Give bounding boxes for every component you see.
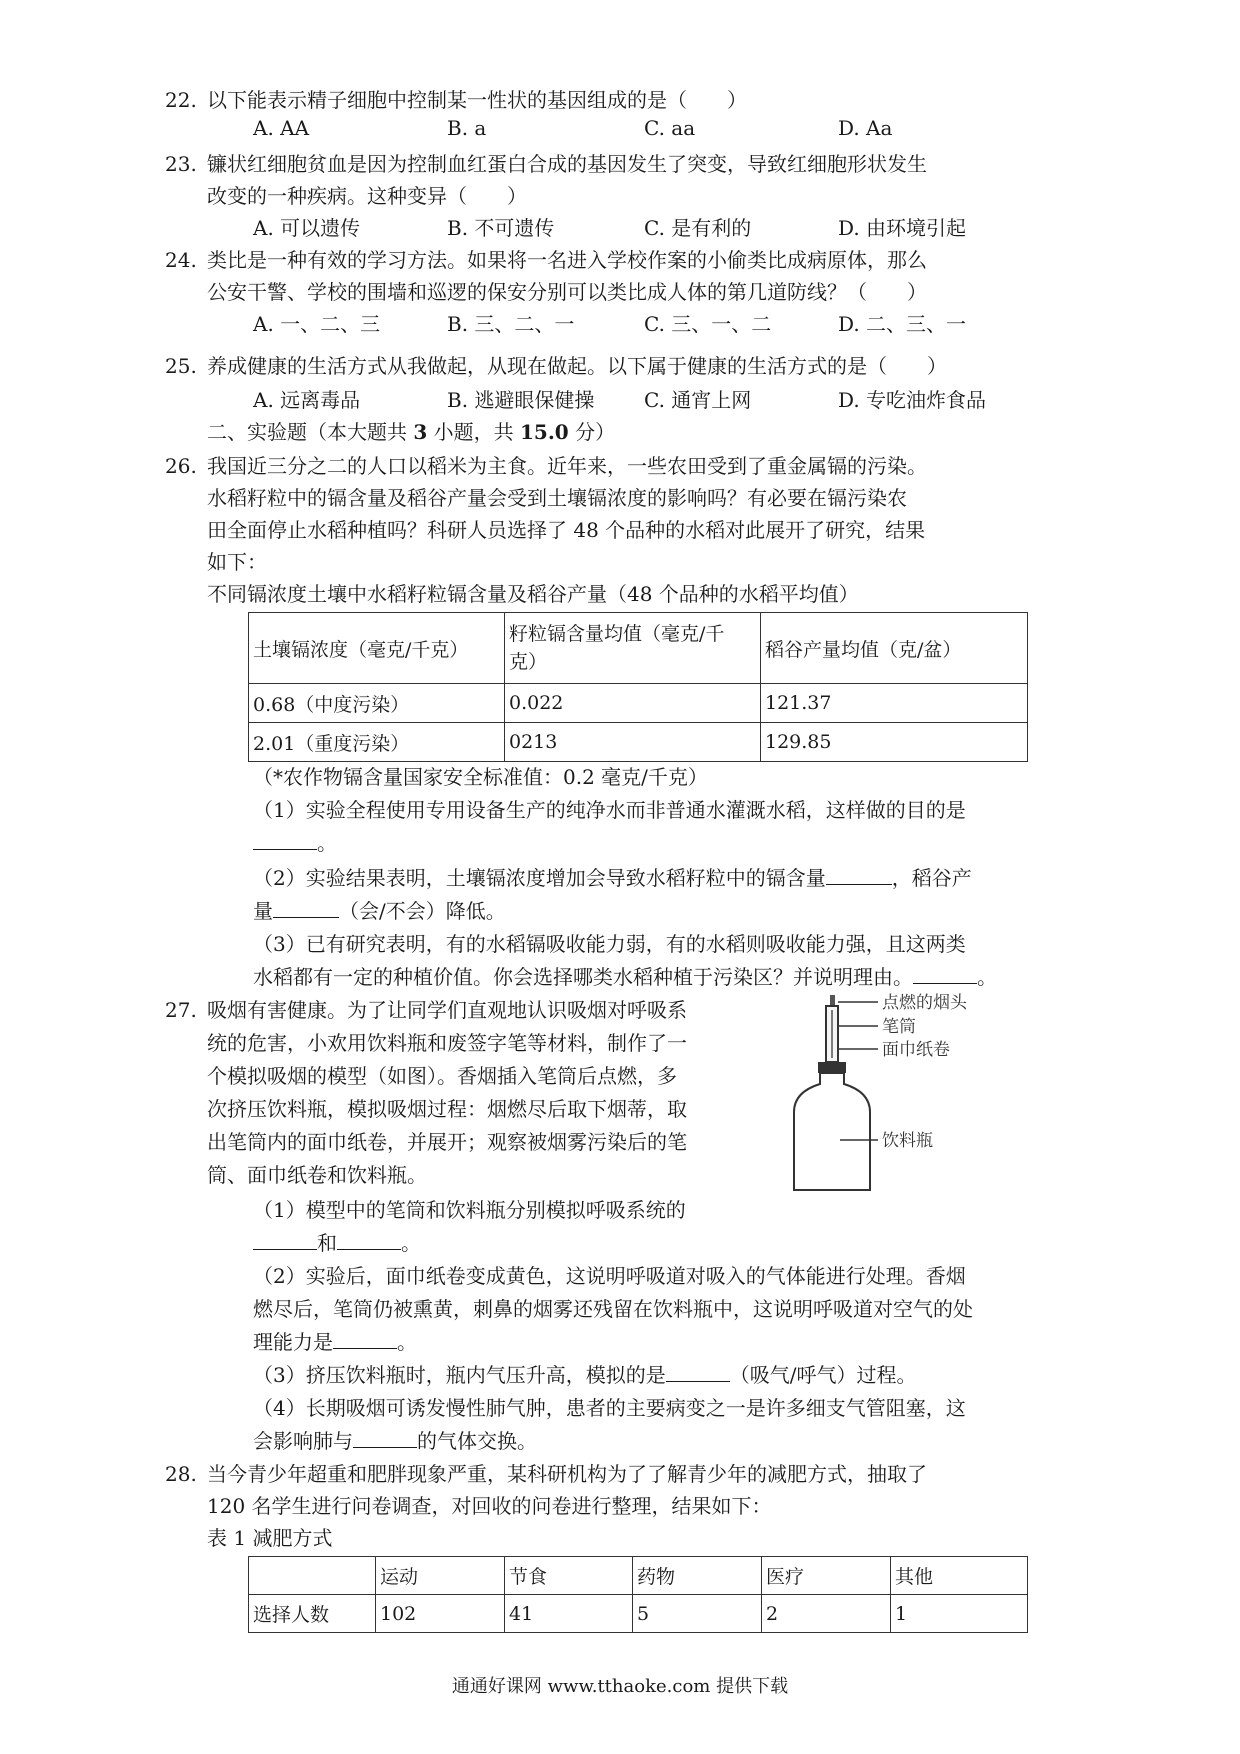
subquestion-27-4: （4）长期吸烟可诱发慢性肺气肿，患者的主要病变之一是许多细支气管阻塞，这 会影响肺与 的气体交换。	[253, 1396, 966, 1453]
table-cell: 5	[633, 1595, 762, 1633]
question-text: 养成健康的生活方式从我做起，从现在做起。以下属于健康的生活方式的是（ ）	[207, 354, 947, 378]
table-header	[249, 1557, 376, 1595]
question-text-line: 改变的一种疾病。这种变异（ ）	[207, 184, 527, 208]
table-row-label: 选择人数	[249, 1595, 376, 1633]
question-text: 以下能表示精子细胞中控制某一性状的基因组成的是（ ）	[207, 88, 747, 112]
question-number: 24.	[165, 248, 197, 272]
question-24-options	[253, 308, 1053, 340]
question-number: 22.	[165, 88, 197, 112]
question-text-line: 田全面停止水稻种植吗？科研人员选择了 48 个品种的水稻对此展开了研究，结果	[207, 518, 926, 542]
subquestion-27-1: （1）模型中的笔筒和饮料瓶分别模拟呼吸系统的 和 。	[253, 1198, 686, 1255]
question-text-line: 我国近三分之二的人口以稻米为主食。近年来，一些农田受到了重金属镉的污染。	[207, 454, 927, 478]
question-27	[165, 994, 747, 1192]
option-d: D. 专吃油炸食品	[838, 388, 987, 412]
option-a: A. 可以遗传	[253, 216, 361, 240]
question-text-line: 类比是一种有效的学习方法。如果将一名进入学校作案的小偷类比成病原体，那么	[207, 248, 927, 272]
answer-blank[interactable]	[333, 1328, 397, 1349]
table-cell: 129.85	[761, 723, 1028, 762]
option-b: B. 不可遗传	[447, 216, 555, 240]
question-number: 25.	[165, 354, 197, 378]
subquestion-27-2: （2）实验后，面巾纸卷变成黄色，这说明呼吸道对吸入的气体能进行处理。香烟 燃尽后，笔筒仍被熏黄，刺鼻的烟雾还残留在饮料瓶中，这说明呼吸道对空气的处 理能力是 。	[253, 1264, 973, 1354]
question-23-options	[253, 212, 1053, 244]
subquestion-26-2: （2）实验结果表明，土壤镉浓度增加会导致水稻籽粒中的镉含量 ，稻谷产 量 （会/不会）降低。	[253, 866, 972, 923]
question-28	[165, 1458, 1037, 1554]
question-number: 23.	[165, 152, 197, 176]
question-text-line: 如下：	[207, 550, 267, 574]
option-b: B. 三、二、一	[447, 312, 575, 336]
option-a: A. AA	[253, 116, 310, 140]
question-24	[165, 244, 1037, 308]
subquestion-26-1: （1）实验全程使用专用设备生产的纯净水而非普通水灌溉水稻，这样做的目的是 。	[253, 798, 966, 855]
option-a: A. 一、二、三	[253, 312, 381, 336]
answer-blank[interactable]	[253, 829, 317, 850]
question-26	[165, 450, 1037, 610]
option-c: C. 三、一、二	[644, 312, 772, 336]
option-c: C. aa	[644, 116, 696, 140]
answer-blank[interactable]	[913, 963, 977, 984]
table-cell: 41	[505, 1595, 633, 1633]
table-header: 运动	[376, 1557, 505, 1595]
option-d: D. Aa	[838, 116, 893, 140]
table-header: 土壤镉浓度（毫克/千克）	[249, 613, 505, 684]
table-header: 籽粒镉含量均值（毫克/千 克）	[505, 613, 761, 684]
table-cell: 121.37	[761, 684, 1028, 723]
figure-label-bottle: 饮料瓶	[882, 1131, 933, 1151]
table-caption: 表 1 减肥方式	[207, 1526, 333, 1550]
option-d: D. 由环境引起	[838, 216, 967, 240]
option-a: A. 远离毒品	[253, 388, 361, 412]
option-b: B. a	[447, 116, 487, 140]
table-cell: 0.68（中度污染）	[249, 684, 505, 723]
table-cell: 0.022	[505, 684, 761, 723]
page-footer: 通通好课网 www.tthaoke.com 提供下载	[451, 1676, 789, 1697]
question-number: 28.	[165, 1462, 197, 1486]
option-d: D. 二、三、一	[838, 312, 967, 336]
cadmium-table	[248, 612, 1028, 762]
table-header: 医疗	[762, 1557, 891, 1595]
answer-blank[interactable]	[826, 864, 892, 885]
question-22-options	[253, 116, 1053, 148]
figure-label-tissue-roll: 面巾纸卷	[882, 1040, 950, 1060]
table-header: 稻谷产量均值（克/盆）	[761, 613, 1028, 684]
subquestion-27-3: （3）挤压饮料瓶时，瓶内气压升高，模拟的是 （吸气/呼气）过程。	[253, 1363, 917, 1387]
table-cell: 1	[891, 1595, 1028, 1633]
answer-blank[interactable]	[353, 1427, 417, 1448]
table-cell: 0213	[505, 723, 761, 762]
question-25	[165, 350, 1037, 382]
answer-blank[interactable]	[253, 1229, 317, 1250]
question-text-line: 筒、面巾纸卷和饮料瓶。	[207, 1163, 427, 1187]
question-22	[165, 84, 1037, 116]
answer-blank[interactable]	[273, 897, 339, 918]
option-b: B. 逃避眼保健操	[447, 388, 595, 412]
bottle-cap	[818, 1062, 846, 1073]
table-note: （*农作物镉含量国家安全标准值：0.2 毫克/千克）	[253, 765, 708, 789]
table-cell: 2	[762, 1595, 891, 1633]
subquestion-26-3: （3）已有研究表明，有的水稻镉吸收能力弱，有的水稻则吸收能力强，且这两类 水稻都有一定的种植价值。你会选择哪类水稻种植于污染区？并说明理由。 。	[253, 932, 997, 989]
diet-method-table	[248, 1556, 1028, 1633]
question-number: 27.	[165, 998, 197, 1022]
bottle	[794, 1073, 870, 1190]
table-header: 其他	[891, 1557, 1028, 1595]
smoking-model-figure	[780, 992, 1010, 1192]
answer-blank[interactable]	[666, 1361, 730, 1382]
question-text-line: 个模拟吸烟的模型（如图）。香烟插入笔筒后点燃，多	[207, 1064, 677, 1088]
figure-label-cigarette: 点燃的烟头	[882, 993, 967, 1013]
answer-blank[interactable]	[337, 1229, 401, 1250]
section-heading: 二、实验题（本大题共 3 小题，共 15.0 分）	[207, 420, 616, 444]
table-header: 药物	[633, 1557, 762, 1595]
option-c: C. 是有利的	[644, 216, 752, 240]
table-cell: 2.01（重度污染）	[249, 723, 505, 762]
figure-label-pen-tube: 笔筒	[882, 1017, 916, 1037]
option-c: C. 通宵上网	[644, 388, 752, 412]
question-23	[165, 148, 1037, 212]
question-text-line: 当今青少年超重和肥胖现象严重，某科研机构为了了解青少年的减肥方式，抽取了	[207, 1462, 927, 1486]
question-text-line: 120 名学生进行问卷调查，对回收的问卷进行整理，结果如下：	[207, 1494, 772, 1518]
question-text-line: 公安干警、学校的围墙和巡逻的保安分别可以类比成人体的第几道防线？（ ）	[207, 280, 927, 304]
table-cell: 102	[376, 1595, 505, 1633]
question-number: 26.	[165, 454, 197, 478]
question-text-line: 吸烟有害健康。为了让同学们直观地认识吸烟对呼吸系	[207, 998, 687, 1022]
question-25-options	[253, 384, 1053, 416]
table-caption: 不同镉浓度土壤中水稻籽粒镉含量及稻谷产量（48 个品种的水稻平均值）	[207, 582, 859, 606]
question-text-line: 水稻籽粒中的镉含量及稻谷产量会受到土壤镉浓度的影响吗？有必要在镉污染农	[207, 486, 907, 510]
question-text-line: 次挤压饮料瓶，模拟吸烟过程：烟燃尽后取下烟蒂，取	[207, 1097, 687, 1121]
question-text-line: 镰状红细胞贫血是因为控制血红蛋白合成的基因发生了突变，导致红细胞形状发生	[207, 152, 927, 176]
question-text-line: 出笔筒内的面巾纸卷，并展开；观察被烟雾污染后的笔	[207, 1130, 687, 1154]
table-header: 节食	[505, 1557, 633, 1595]
question-text-line: 统的危害，小欢用饮料瓶和废签字笔等材料，制作了一	[207, 1031, 687, 1055]
